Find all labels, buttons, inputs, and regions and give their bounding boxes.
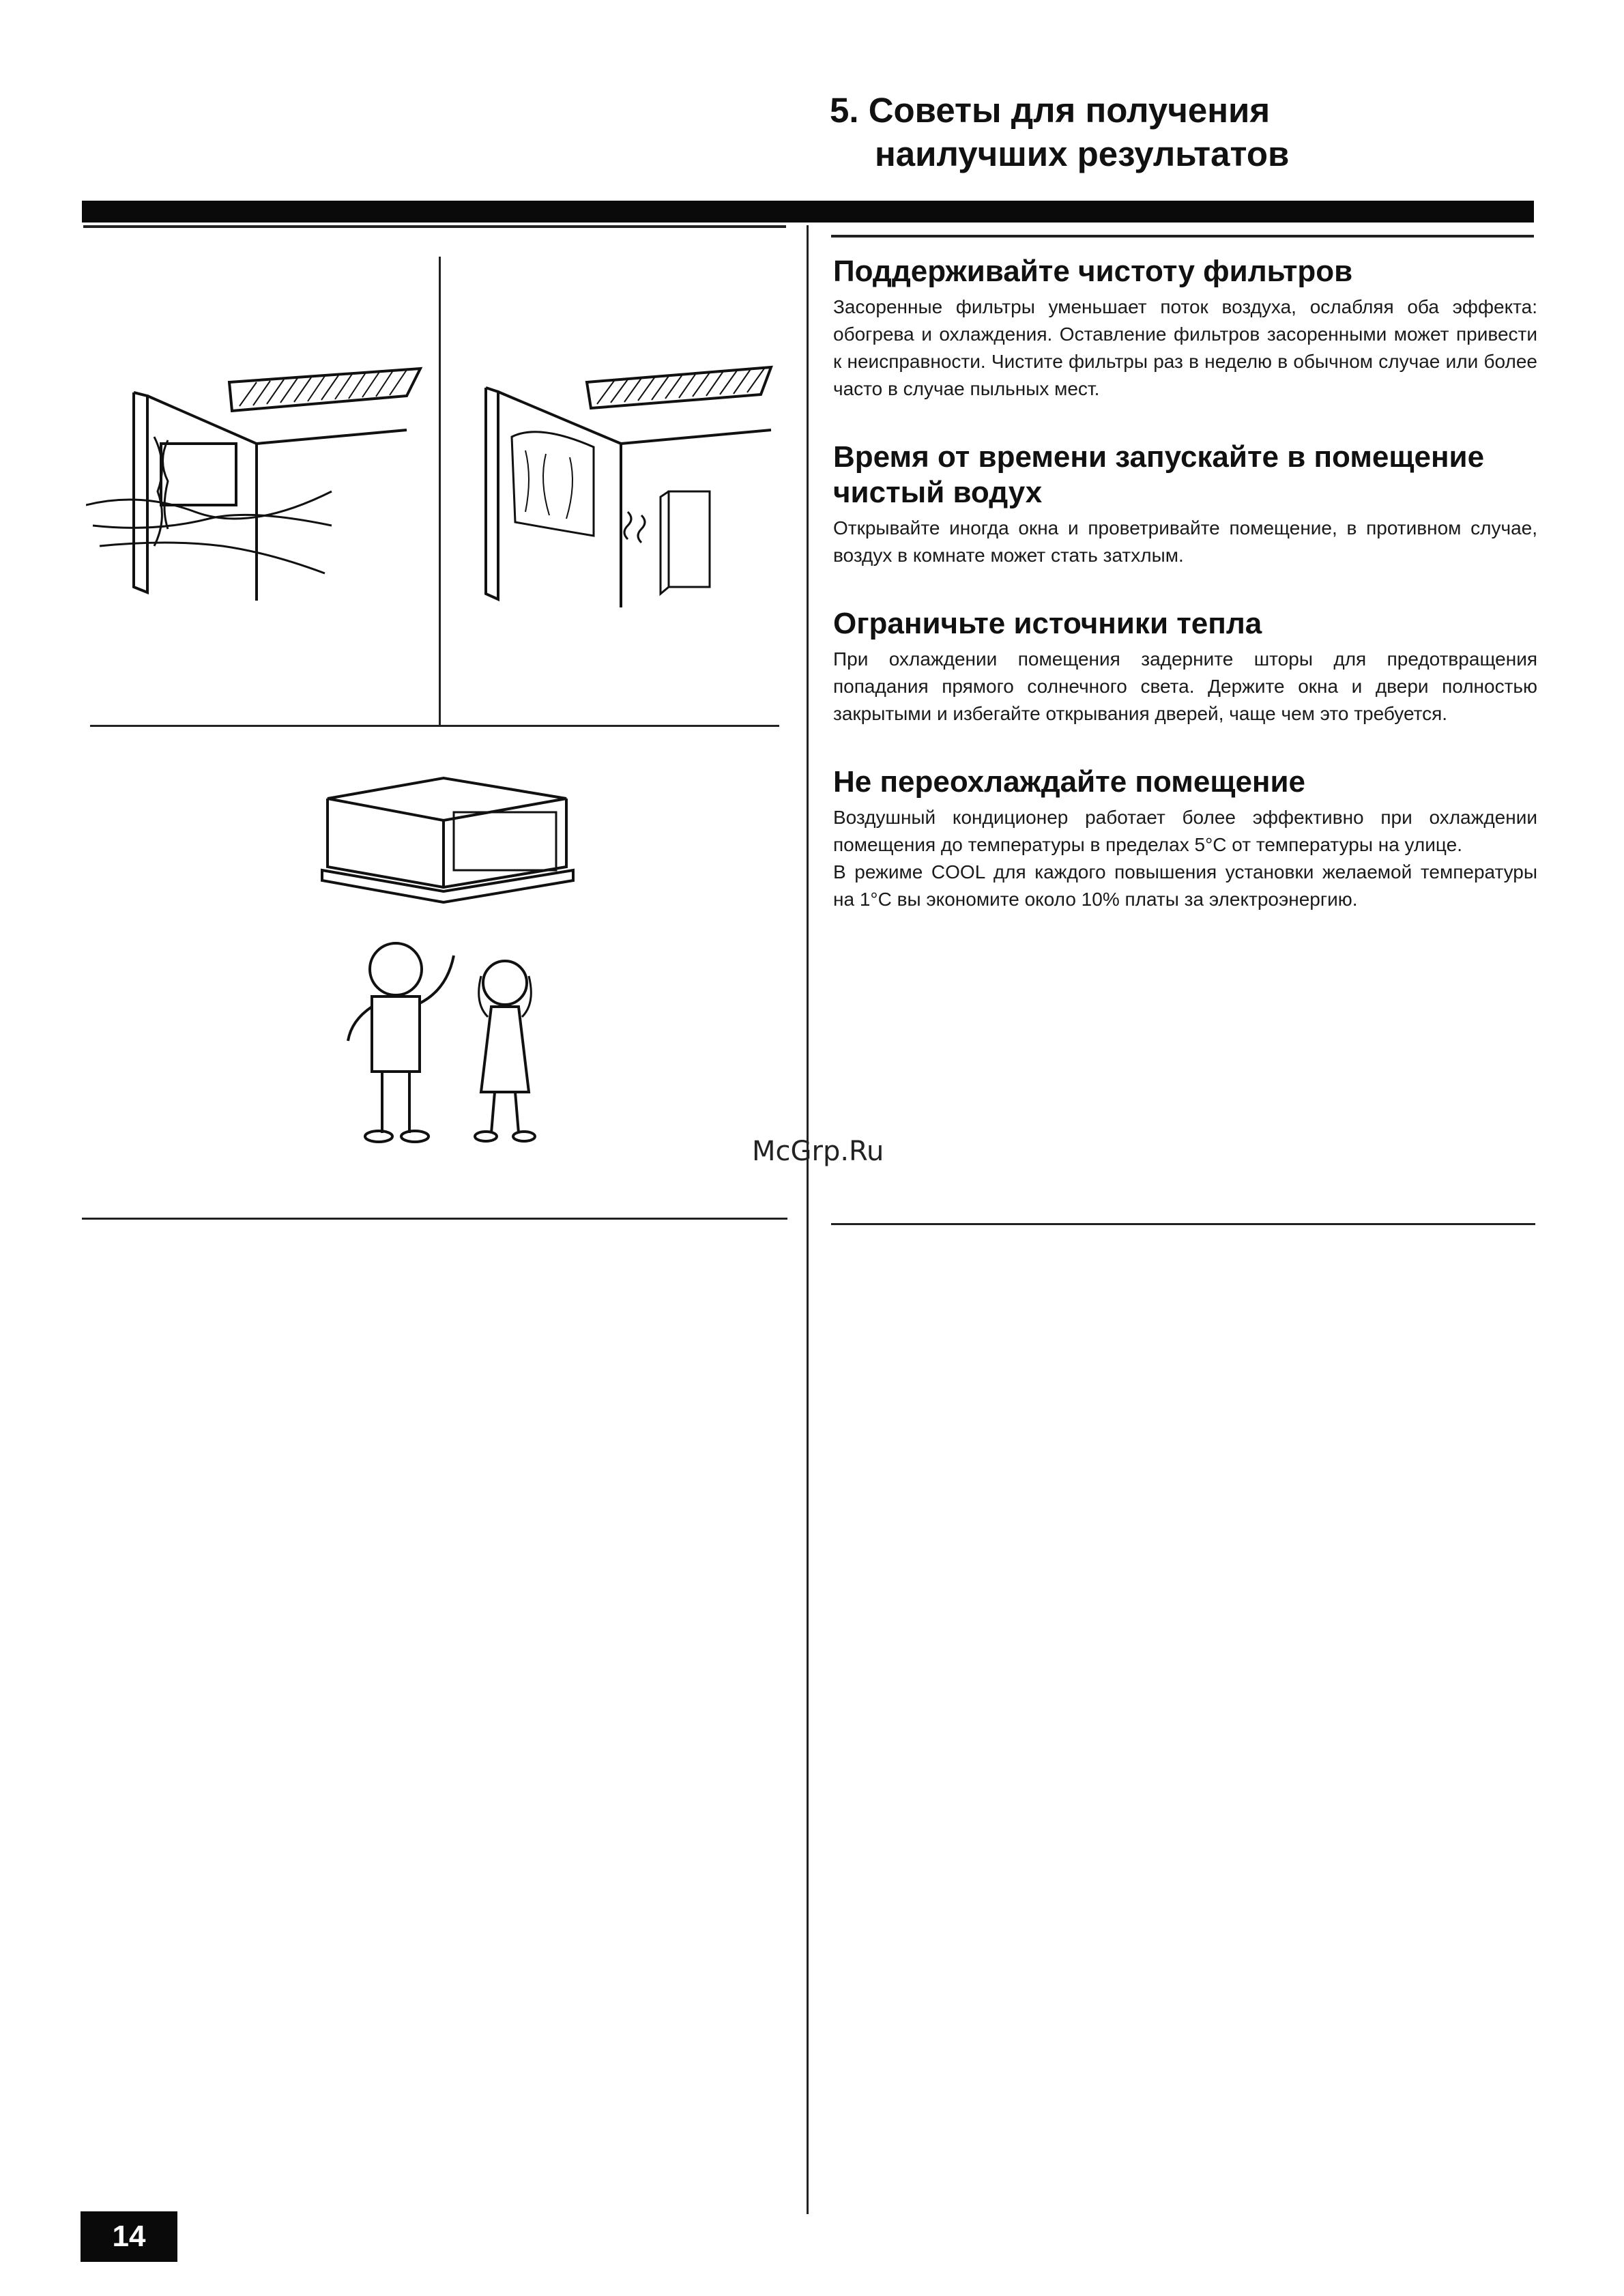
title-line-2: наилучших результатов — [875, 134, 1290, 173]
column-divider — [807, 225, 809, 2214]
header-bar — [82, 201, 1534, 223]
tip-section-fresh-air — [833, 440, 1537, 569]
dirty-filter-illustration — [86, 341, 427, 601]
tip-body-filters: Засоренные фильтры уменьшает поток воздуха, ослабляя оба эффекта: обогрева и охлаждения. Оставление фильтров засоренными может привести к неисправности. Чистите фильтры раз в неделю в обычном случае или более часто в случае пыльных мест. — [833, 296, 1537, 399]
page-number: 14 — [81, 2211, 177, 2262]
title-line-1: 5. Советы для получения — [830, 91, 1271, 130]
tip-section-heat-sources — [833, 606, 1537, 728]
tip-body-fresh-air: Открывайте иногда окна и проветривайте помещение, в противном случае, воздух в комнате может стать затхлым. — [833, 517, 1537, 566]
right-bottom-rule — [831, 1223, 1535, 1225]
left-bottom-rule — [82, 1218, 787, 1220]
page-title — [830, 89, 1539, 176]
tip-section-overcooling — [833, 764, 1537, 913]
watermark: McGrp.Ru — [752, 1136, 884, 1167]
tip-section-filters — [833, 254, 1537, 403]
tip-heading-heat-sources: Ограничьте источники тепла — [833, 607, 1262, 640]
tip-body-overcooling-2: В режиме COOL для каждого повышения установки желаемой температуры на 1°С вы экономите около 10% платы за электроэнергию. — [833, 861, 1537, 910]
air-conditioner-people-illustration — [307, 771, 607, 1153]
fresh-air-illustration — [471, 334, 785, 607]
right-top-rule — [831, 235, 1534, 238]
tip-heading-overcooling: Не переохлаждайте помещение — [833, 765, 1306, 799]
tip-heading-fresh-air: Время от времени запускайте в помещение чистый водух — [833, 440, 1485, 509]
tips-column — [833, 254, 1537, 950]
tip-body-heat-sources: При охлаждении помещения задерните шторы для предотвращения попадания прямого солнечного света. Держите окна и двери полностью закрытыми и избегайте открывания дверей, чаще чем это требуется. — [833, 648, 1537, 724]
tip-heading-filters: Поддерживайте чистоту фильтров — [833, 255, 1353, 288]
illustration-bottom-rule — [90, 725, 779, 727]
tip-body-overcooling: Воздушный кондиционер работает более эффективно при охлаждении помещения до температуры в пределах 5°С от температуры на улице. — [833, 807, 1537, 855]
left-top-rule — [83, 225, 786, 228]
illustration-divider — [439, 257, 441, 725]
